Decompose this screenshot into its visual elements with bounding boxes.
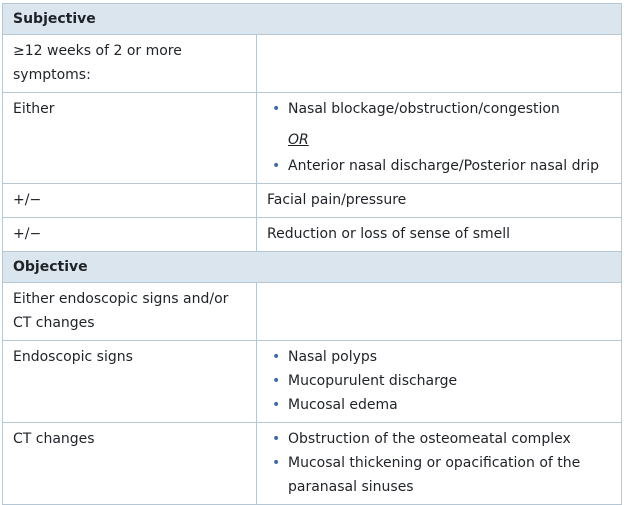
section-title-objective: Objective — [3, 252, 622, 283]
row-label: CT changes — [3, 423, 257, 505]
list-item — [267, 427, 611, 451]
section-title-subjective: Subjective — [3, 4, 622, 35]
list-item-text: Obstruction of the osteomeatal complex — [288, 431, 571, 447]
row-value — [257, 35, 622, 93]
row-label: +/− — [3, 184, 257, 218]
bullet-icon: • — [272, 349, 281, 365]
criteria-table-container — [2, 3, 621, 505]
criteria-table — [2, 3, 622, 505]
bullet-icon: • — [272, 431, 281, 447]
list-item-text: Mucosal thickening or opacification of the paranasal sinuses — [288, 455, 581, 495]
bullet-icon: • — [272, 373, 281, 389]
list-item-text: Nasal blockage/obstruction/congestion — [288, 101, 560, 117]
row-label: Endoscopic signs — [3, 341, 257, 423]
row-value — [257, 93, 622, 184]
list-item — [267, 451, 611, 499]
row-value — [257, 283, 622, 341]
list-item-text: Mucopurulent discharge — [288, 373, 458, 389]
bullet-icon: • — [272, 397, 281, 413]
list-item — [267, 345, 611, 369]
row-label: Either — [3, 93, 257, 184]
table-row — [3, 341, 622, 423]
or-separator: OR — [288, 132, 309, 148]
section-header-subjective — [3, 4, 622, 35]
bullet-list — [267, 427, 611, 499]
table-row — [3, 283, 622, 341]
bullet-icon: • — [272, 101, 281, 117]
table-row — [3, 93, 622, 184]
row-value — [257, 423, 622, 505]
row-label: +/− — [3, 218, 257, 252]
list-item-text: Mucosal edema — [288, 397, 398, 413]
bullet-icon: • — [272, 158, 281, 174]
bullet-icon: • — [272, 455, 281, 471]
table-row — [3, 423, 622, 505]
list-item-text: Anterior nasal discharge/Posterior nasal drip — [288, 158, 599, 174]
table-row — [3, 184, 622, 218]
row-value — [257, 341, 622, 423]
table-row — [3, 35, 622, 93]
row-label: Either endoscopic signs and/or CT changes — [3, 283, 257, 341]
bullet-list — [267, 97, 611, 121]
list-item — [267, 154, 611, 178]
bullet-list — [267, 345, 611, 417]
list-item-text: Nasal polyps — [288, 349, 378, 365]
row-value: Reduction or loss of sense of smell — [257, 218, 622, 252]
table-row — [3, 218, 622, 252]
row-value: Facial pain/pressure — [257, 184, 622, 218]
list-item — [267, 393, 611, 417]
section-header-objective — [3, 252, 622, 283]
list-item — [267, 97, 611, 121]
bullet-list — [267, 154, 611, 178]
row-label: ≥12 weeks of 2 or more symptoms: — [3, 35, 257, 93]
list-item — [267, 369, 611, 393]
